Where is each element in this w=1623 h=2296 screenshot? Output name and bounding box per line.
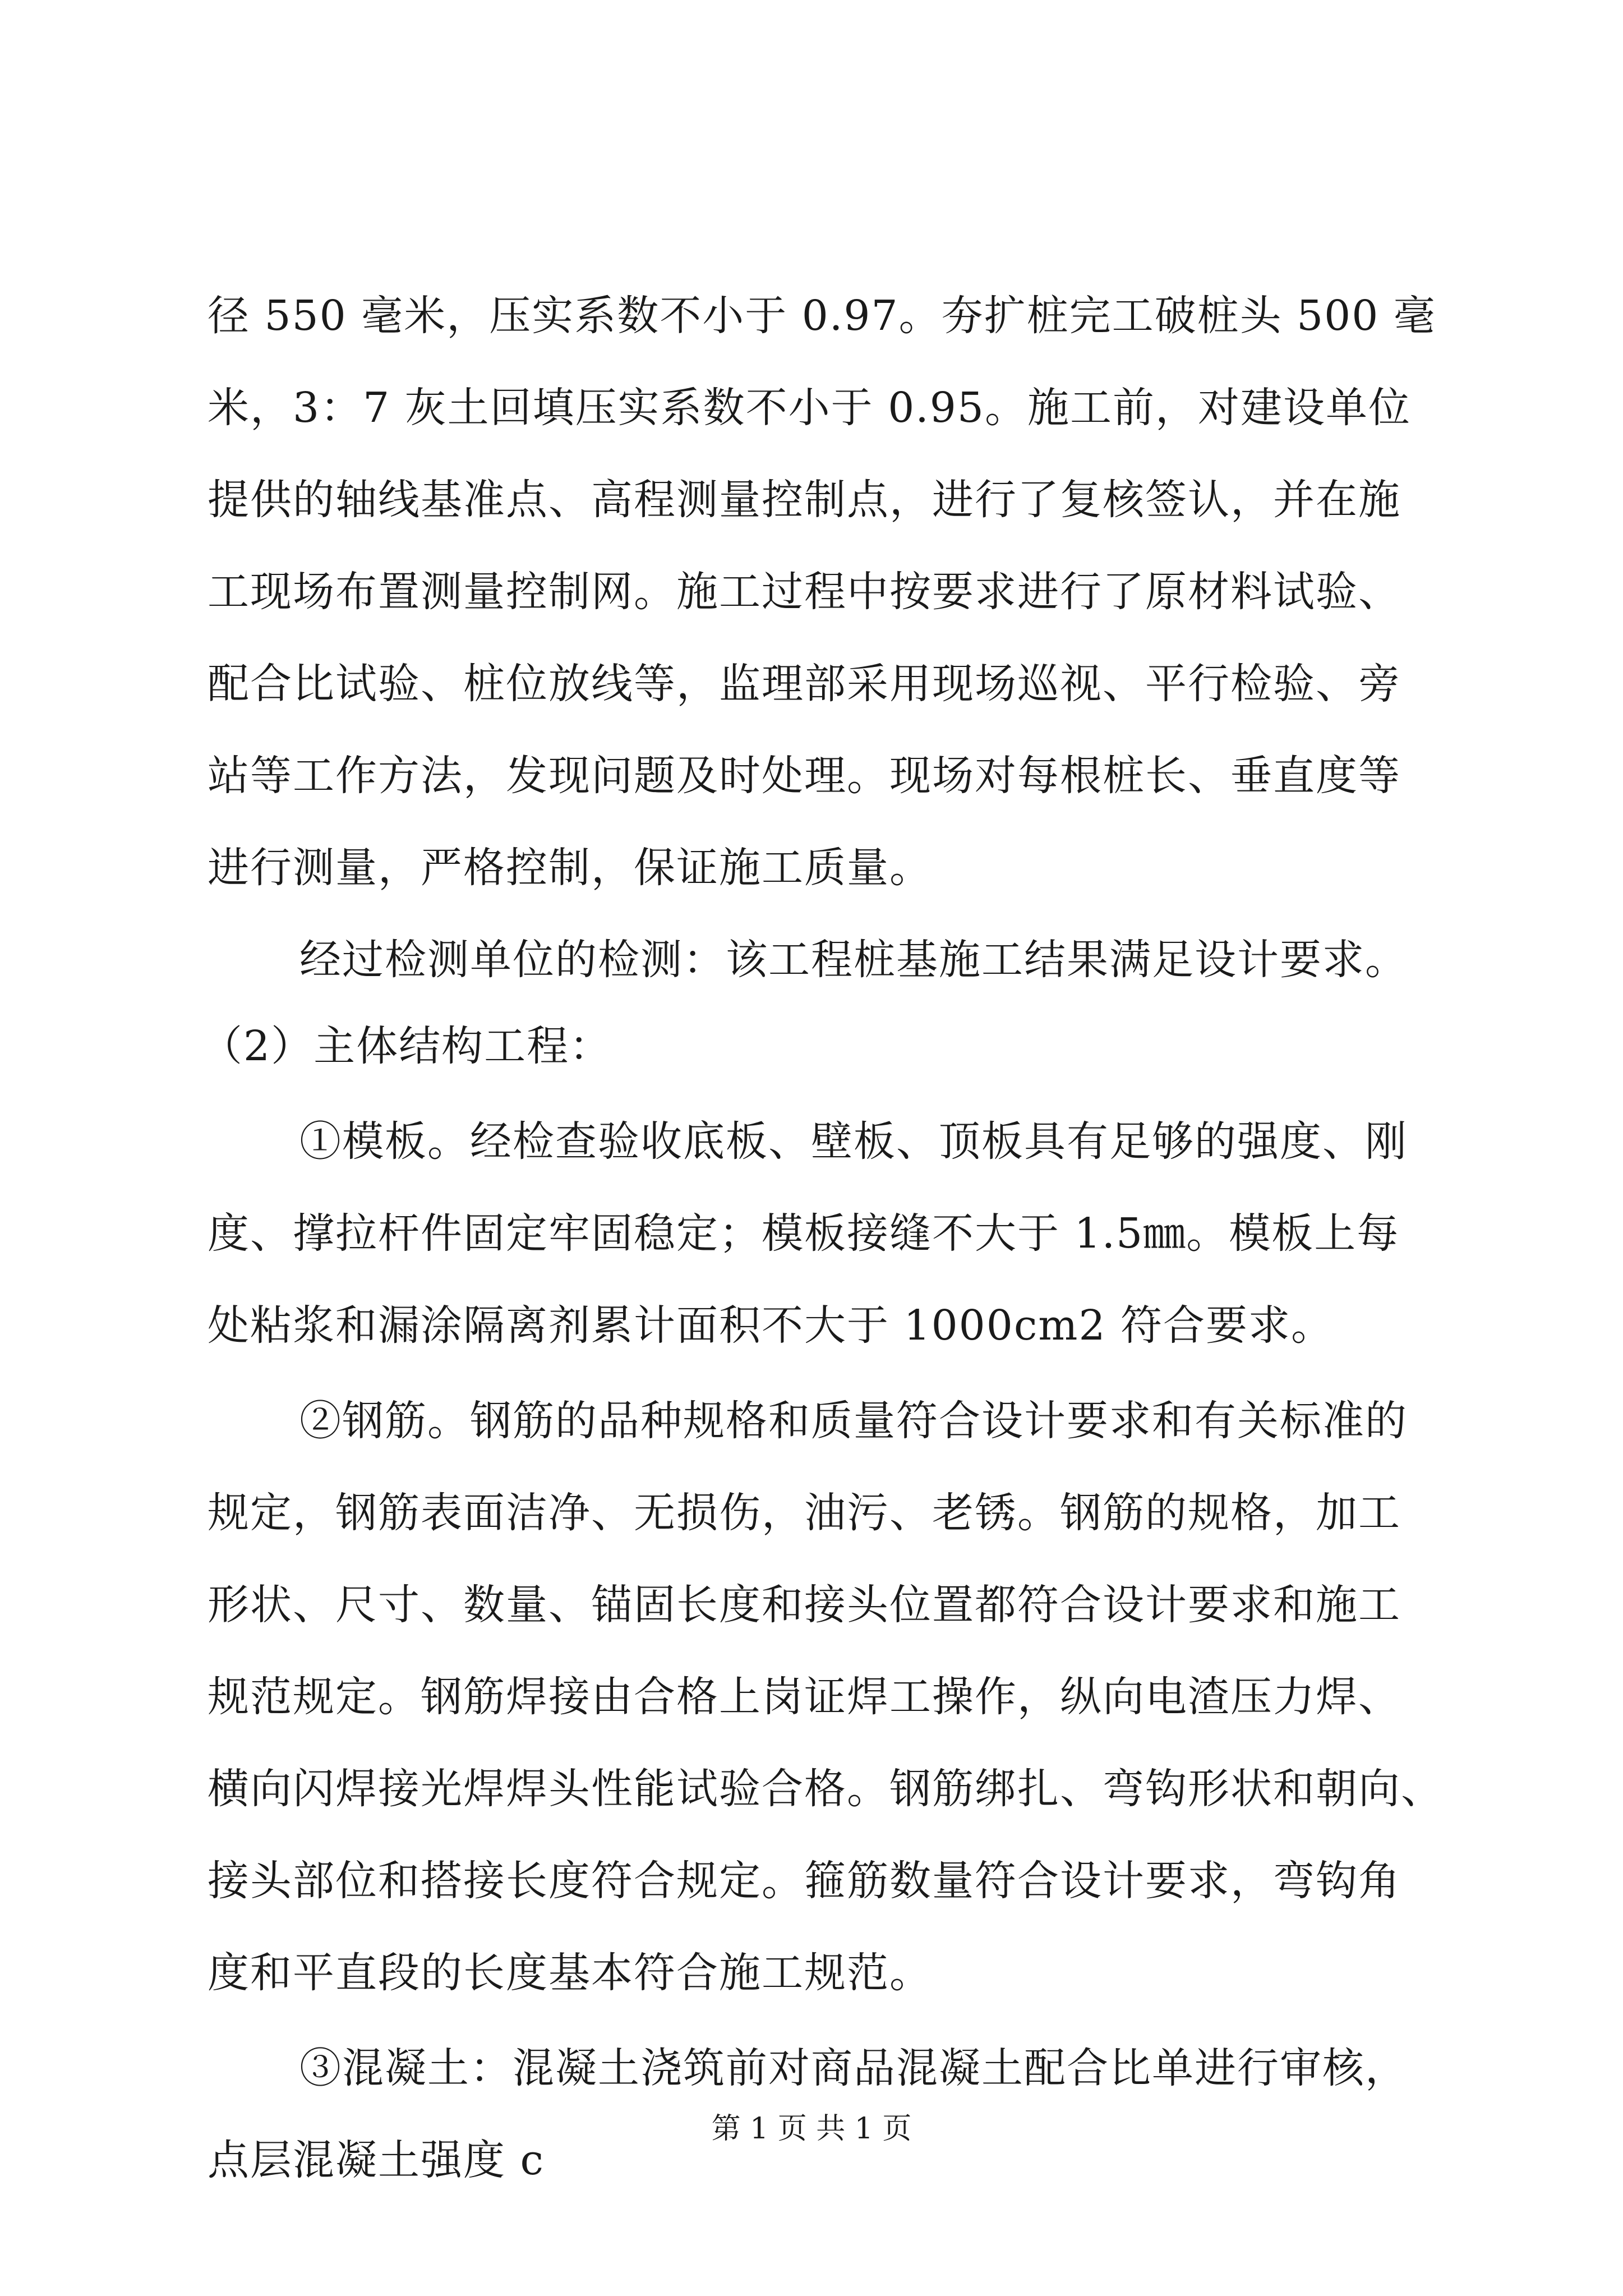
text-line: 度和平直段的长度基本符合施工规范。 <box>208 1949 932 1997</box>
text-line: ①模板。经检查验收底板、壁板、顶板具有足够的强度、刚 <box>299 1117 1408 1166</box>
text-line: 处粘浆和漏涂隔离剂累计面积不大于 1000cm2 符合要求。 <box>208 1301 1334 1350</box>
text-line: 工现场布置测量控制网。施工过程中按要求进行了原材料试验、 <box>208 568 1401 616</box>
text-line: ③混凝土：混凝土浇筑前对商品混凝土配合比单进行审核， <box>299 2044 1408 2092</box>
text-line: 配合比试验、桩位放线等，监理部采用现场巡视、平行检验、旁 <box>208 660 1401 708</box>
text-line: 规定，钢筋表面洁净、无损伤，油污、老锈。钢筋的规格，加工 <box>208 1489 1401 1537</box>
text-line: ②钢筋。钢筋的品种规格和质量符合设计要求和有关标准的 <box>299 1397 1408 1445</box>
text-line: 度、撑拉杆件固定牢固稳定；模板接缝不大于 1.5㎜。模板上每 <box>208 1209 1400 1258</box>
text-line: 点层混凝土强度 c <box>208 2136 545 2184</box>
text-line: 提供的轴线基准点、高程测量控制点，进行了复核签认，并在施 <box>208 476 1401 524</box>
text-line: 规范规定。钢筋焊接由合格上岗证焊工操作，纵向电渣压力焊、 <box>208 1673 1401 1721</box>
text-line: 形状、尺寸、数量、锚固长度和接头位置都符合设计要求和施工 <box>208 1581 1401 1629</box>
page-number-footer: 第 1 页 共 1 页 <box>711 2112 912 2146</box>
text-line: 横向闪焊接光焊焊头性能试验合格。钢筋绑扎、弯钩形状和朝向、 <box>208 1765 1444 1813</box>
text-line: 径 550 毫米，压实系数不小于 0.97。夯扩桩完工破桩头 500 毫 <box>208 292 1436 340</box>
text-line: 接头部位和搭接长度符合规定。箍筋数量符合设计要求，弯钩角 <box>208 1857 1401 1905</box>
text-line: 站等工作方法，发现问题及时处理。现场对每根桩长、垂直度等 <box>208 752 1401 800</box>
section-heading: （2）主体结构工程： <box>201 1022 612 1070</box>
text-line: 经过检测单位的检测：该工程桩基施工结果满足设计要求。 <box>299 936 1408 984</box>
text-line: 进行测量，严格控制，保证施工质量。 <box>208 844 932 892</box>
text-line: 米，3：7 灰土回填压实系数不小于 0.95。施工前，对建设单位 <box>208 384 1411 432</box>
